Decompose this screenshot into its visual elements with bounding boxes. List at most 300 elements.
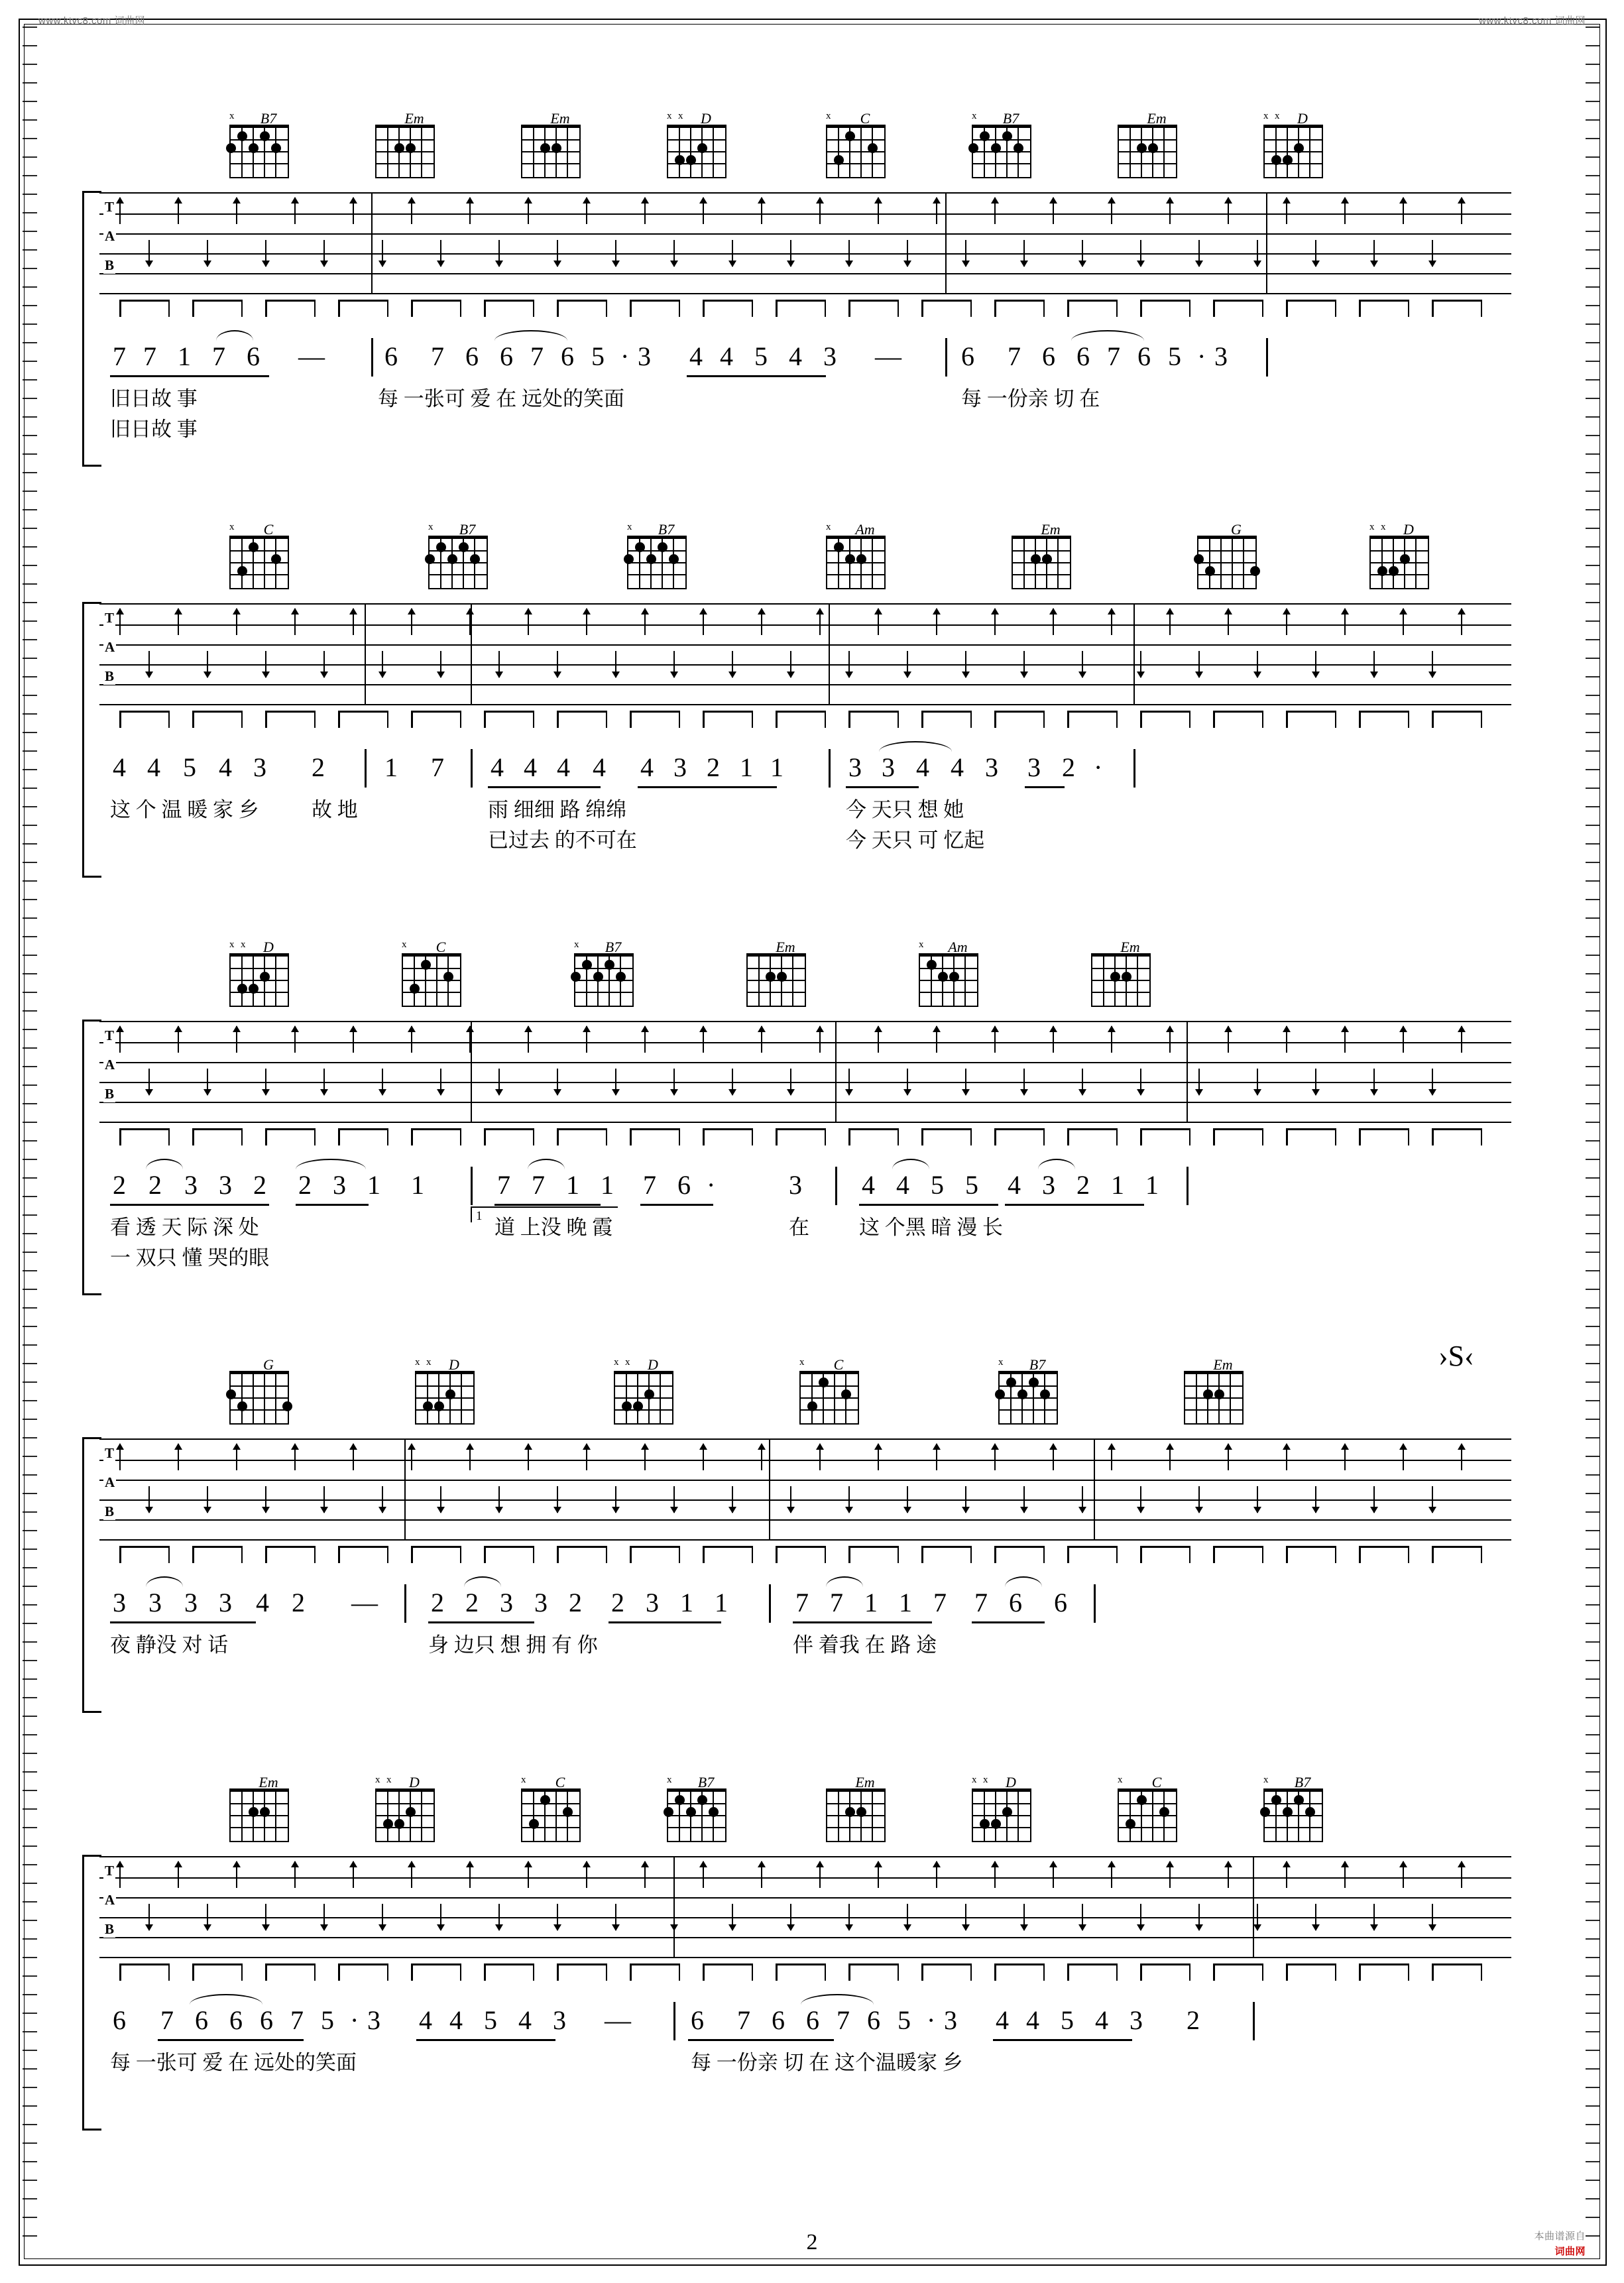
chord-diagram bbox=[1107, 110, 1185, 178]
note-number: 6 bbox=[1076, 341, 1090, 371]
note-number: 1 bbox=[864, 1588, 878, 1617]
note-number: 7 bbox=[290, 2005, 304, 2035]
numbered-notation-row bbox=[99, 341, 1511, 382]
chord-string-markers: x bbox=[574, 939, 579, 950]
chord-name: Em bbox=[1213, 1356, 1233, 1373]
chord-diagram bbox=[391, 939, 469, 1007]
volta-bracket: 1 bbox=[471, 1206, 618, 1222]
chord-name: Em bbox=[550, 110, 570, 127]
lyric-phrase: 看 透 天 际 深 处 bbox=[110, 1216, 259, 1239]
chord-name: D bbox=[1006, 1774, 1016, 1790]
chord-string-markers: x bbox=[919, 939, 924, 950]
note-number: · bbox=[707, 1170, 716, 1200]
chord-string-markers: x bbox=[521, 1775, 526, 1785]
numbered-notation-row bbox=[99, 752, 1511, 793]
lyrics-line-secondary bbox=[99, 823, 1511, 854]
chord-fretboard bbox=[799, 1371, 859, 1425]
note-number: — bbox=[351, 1588, 378, 1617]
note-number: 6 bbox=[1054, 1588, 1067, 1617]
tab-letter-t: T bbox=[105, 199, 115, 215]
chord-name: C bbox=[860, 110, 870, 127]
chord-diagram bbox=[510, 110, 589, 178]
note-number: 2 bbox=[611, 1588, 624, 1617]
note-number: 2 bbox=[1187, 2005, 1200, 2035]
note-number: 3 bbox=[985, 752, 998, 782]
system-bracket bbox=[82, 191, 101, 467]
chord-name: Em bbox=[1120, 939, 1140, 955]
chord-name: B7 bbox=[658, 521, 675, 538]
note-number: 2 bbox=[298, 1170, 312, 1200]
watermark-line1: 本曲谱源自 bbox=[1534, 2231, 1586, 2242]
note-number: 4 bbox=[557, 752, 570, 782]
chord-diagram bbox=[961, 110, 1039, 178]
chord-string-markers: x bbox=[799, 1357, 805, 1368]
note-number: 5 bbox=[1061, 2005, 1074, 2035]
note-number: 3 bbox=[184, 1170, 198, 1200]
note-number: 5 bbox=[898, 2005, 911, 2035]
chord-fretboard bbox=[1184, 1371, 1244, 1425]
chord-name: B7 bbox=[1294, 1774, 1311, 1790]
chord-name: C bbox=[263, 521, 274, 538]
note-number: 6 bbox=[561, 341, 574, 371]
chord-fretboard bbox=[1118, 125, 1177, 178]
chord-string-markers: x bbox=[1118, 1775, 1123, 1785]
chord-diagram bbox=[219, 521, 297, 589]
music-system bbox=[99, 521, 1511, 854]
segno-sign: ›S‹ bbox=[1438, 1340, 1474, 1372]
chord-name: Em bbox=[855, 1774, 875, 1790]
chord-fretboard bbox=[229, 953, 289, 1007]
note-number: 3 bbox=[673, 752, 687, 782]
note-number: · bbox=[927, 2005, 936, 2035]
tab-letter-b: B bbox=[105, 1503, 115, 1519]
chord-diagram-row bbox=[99, 1774, 1511, 1856]
lyric-phrase: 每 一份亲 切 在 bbox=[961, 387, 1100, 410]
chord-name: G bbox=[263, 1356, 274, 1373]
note-number: 2 bbox=[1076, 1170, 1090, 1200]
chord-diagram bbox=[656, 110, 734, 178]
chord-diagram bbox=[219, 110, 297, 178]
note-number: 7 bbox=[837, 2005, 850, 2035]
lyrics-line-secondary bbox=[99, 412, 1511, 443]
chord-name: C bbox=[435, 939, 446, 955]
chord-string-markers: x x bbox=[667, 111, 683, 121]
chord-diagram bbox=[1001, 521, 1079, 589]
note-number: 7 bbox=[532, 1170, 545, 1200]
chord-name: B7 bbox=[260, 110, 277, 127]
chord-fretboard bbox=[1369, 536, 1429, 589]
note-number: 3 bbox=[1130, 2005, 1143, 2035]
note-number: 5 bbox=[183, 752, 196, 782]
strum-rhythm bbox=[99, 705, 1511, 736]
chord-fretboard bbox=[402, 953, 461, 1007]
chord-string-markers: x x bbox=[972, 1775, 988, 1785]
note-number: 6 bbox=[867, 2005, 880, 2035]
note-number: 1 bbox=[1111, 1170, 1124, 1200]
chord-name: Am bbox=[948, 939, 968, 955]
numbered-notation-row bbox=[99, 1587, 1511, 1628]
note-number: 3 bbox=[1042, 1170, 1055, 1200]
note-number: 7 bbox=[431, 341, 444, 371]
note-number: — bbox=[875, 341, 901, 371]
note-number: 6 bbox=[195, 2005, 208, 2035]
note-number: 7 bbox=[530, 341, 544, 371]
note-number: 4 bbox=[419, 2005, 432, 2035]
lyric-phrase-alt: 今 天只 可 忆起 bbox=[846, 829, 985, 852]
chord-fretboard bbox=[627, 536, 687, 589]
system-bracket bbox=[82, 1437, 101, 1713]
chord-name: B7 bbox=[459, 521, 476, 538]
chord-fretboard bbox=[746, 953, 806, 1007]
chord-fretboard bbox=[521, 1788, 581, 1842]
lyric-phrase: 伴 着我 在 路 途 bbox=[793, 1633, 937, 1657]
chord-fretboard bbox=[1263, 1788, 1323, 1842]
chord-fretboard bbox=[1118, 1788, 1177, 1842]
note-number: 4 bbox=[916, 752, 929, 782]
chord-diagram bbox=[1187, 521, 1265, 589]
note-number: 7 bbox=[497, 1170, 510, 1200]
tab-staff bbox=[99, 192, 1511, 294]
chord-diagram bbox=[961, 1774, 1039, 1842]
chord-diagram bbox=[365, 1774, 443, 1842]
note-number: 4 bbox=[491, 752, 504, 782]
note-number: 4 bbox=[449, 2005, 463, 2035]
chord-diagram bbox=[219, 939, 297, 1007]
chord-name: G bbox=[1231, 521, 1242, 538]
note-number: 5 bbox=[931, 1170, 944, 1200]
note-number: — bbox=[298, 341, 325, 371]
note-number: 4 bbox=[113, 752, 126, 782]
watermark-top-right: www.ktvc8.com 词曲网 bbox=[1478, 15, 1586, 27]
note-number: 3 bbox=[500, 1588, 513, 1617]
chord-string-markers: x bbox=[998, 1357, 1004, 1368]
note-number: 1 bbox=[566, 1170, 579, 1200]
chord-string-markers: x bbox=[667, 1775, 672, 1785]
system-bracket bbox=[82, 602, 101, 878]
chord-diagram bbox=[908, 939, 986, 1007]
chord-string-markers: x bbox=[826, 111, 831, 121]
chord-fretboard bbox=[826, 1788, 886, 1842]
strum-rhythm bbox=[99, 1958, 1511, 1989]
chord-fretboard bbox=[1012, 536, 1071, 589]
note-number: 3 bbox=[148, 1588, 162, 1617]
chord-fretboard bbox=[1263, 125, 1323, 178]
chord-fretboard bbox=[998, 1371, 1058, 1425]
note-number: 7 bbox=[1107, 341, 1120, 371]
note-number: 1 bbox=[770, 752, 783, 782]
note-number: 6 bbox=[229, 2005, 243, 2035]
note-number: 2 bbox=[113, 1170, 126, 1200]
note-number: 4 bbox=[640, 752, 654, 782]
lyrics-line-primary bbox=[99, 793, 1511, 823]
note-number: 2 bbox=[292, 1588, 305, 1617]
note-number: 4 bbox=[256, 1588, 269, 1617]
note-number: · bbox=[1094, 752, 1103, 782]
chord-string-markers: x x bbox=[1263, 111, 1280, 121]
tab-letter-a: A bbox=[105, 1474, 115, 1490]
chord-diagram bbox=[815, 110, 894, 178]
chord-diagram bbox=[1173, 1356, 1251, 1425]
chord-diagram bbox=[603, 1356, 681, 1425]
chord-string-markers: x x bbox=[375, 1775, 392, 1785]
lyric-phrase: 每 一张可 爱 在 远处的笑面 bbox=[110, 2051, 357, 2074]
lyric-phrase: 雨 细细 路 绵绵 bbox=[488, 798, 627, 821]
note-number: 4 bbox=[996, 2005, 1009, 2035]
note-number: 3 bbox=[219, 1170, 232, 1200]
note-number: · bbox=[1197, 341, 1206, 371]
note-number: 7 bbox=[113, 341, 126, 371]
lyrics-line-secondary bbox=[99, 1241, 1511, 1271]
note-number: 6 bbox=[384, 341, 398, 371]
chord-string-markers: x x bbox=[614, 1357, 630, 1368]
chord-diagram bbox=[789, 1356, 867, 1425]
chord-diagram bbox=[988, 1356, 1066, 1425]
chord-diagram bbox=[404, 1356, 483, 1425]
chord-fretboard bbox=[375, 125, 435, 178]
note-number: 3 bbox=[789, 1170, 802, 1200]
chord-name: B7 bbox=[1002, 110, 1019, 127]
chord-string-markers: x bbox=[428, 522, 434, 532]
note-number: 3 bbox=[823, 341, 837, 371]
note-number: 5 bbox=[1168, 341, 1181, 371]
note-number: 3 bbox=[1214, 341, 1228, 371]
note-number: 3 bbox=[553, 2005, 566, 2035]
chord-string-markers: x bbox=[229, 111, 235, 121]
note-number: 6 bbox=[1042, 341, 1055, 371]
chord-fretboard bbox=[1091, 953, 1151, 1007]
chord-fretboard bbox=[229, 1788, 289, 1842]
tab-letter-t: T bbox=[105, 1445, 115, 1461]
note-number: 7 bbox=[933, 1588, 947, 1617]
system-bracket bbox=[82, 1020, 101, 1295]
chord-fretboard bbox=[614, 1371, 673, 1425]
chord-name: D bbox=[263, 939, 274, 955]
note-number: 7 bbox=[431, 752, 444, 782]
note-number: 1 bbox=[178, 341, 191, 371]
note-number: 7 bbox=[795, 1588, 809, 1617]
chord-name: Am bbox=[855, 521, 875, 538]
music-system bbox=[99, 110, 1511, 443]
chord-name: C bbox=[833, 1356, 844, 1373]
tab-staff bbox=[99, 603, 1511, 705]
note-number: 2 bbox=[148, 1170, 162, 1200]
chord-string-markers bbox=[229, 1775, 286, 1787]
note-number: 1 bbox=[601, 1170, 614, 1200]
chord-diagram bbox=[1107, 1774, 1185, 1842]
chord-string-markers: x x bbox=[229, 939, 246, 950]
lyric-phrase-alt: 一 双只 懂 哭的眼 bbox=[110, 1246, 270, 1269]
tab-letter-a: A bbox=[105, 639, 115, 655]
note-number: 2 bbox=[431, 1588, 444, 1617]
chord-name: C bbox=[1151, 1774, 1162, 1790]
page-number: 2 bbox=[806, 2230, 818, 2254]
note-number: 7 bbox=[974, 1588, 988, 1617]
note-number: 5 bbox=[591, 341, 605, 371]
chord-fretboard bbox=[919, 953, 978, 1007]
chord-string-markers bbox=[1091, 940, 1148, 952]
chord-fretboard bbox=[229, 1371, 289, 1425]
note-number: 3 bbox=[184, 1588, 198, 1617]
music-system bbox=[99, 1774, 1511, 2107]
note-number: 7 bbox=[160, 2005, 174, 2035]
note-number: 1 bbox=[715, 1588, 728, 1617]
chord-diagram bbox=[510, 1774, 589, 1842]
chord-fretboard bbox=[667, 1788, 726, 1842]
chord-name: B7 bbox=[1029, 1356, 1046, 1373]
chord-diagram bbox=[815, 1774, 894, 1842]
note-number: 6 bbox=[772, 2005, 785, 2035]
decorative-tick-strip-right bbox=[1586, 27, 1600, 2254]
chord-fretboard bbox=[521, 125, 581, 178]
lyric-phrase: 旧日故 事 bbox=[110, 387, 198, 410]
chord-diagram-row bbox=[99, 110, 1511, 192]
note-number: 4 bbox=[951, 752, 964, 782]
chord-name: Em bbox=[776, 939, 795, 955]
note-number: 7 bbox=[1008, 341, 1021, 371]
tab-letter-t: T bbox=[105, 1863, 115, 1879]
chord-name: C bbox=[555, 1774, 565, 1790]
chord-string-markers bbox=[229, 1358, 286, 1370]
note-number: · bbox=[620, 341, 630, 371]
chord-fretboard bbox=[229, 536, 289, 589]
chord-fretboard bbox=[667, 125, 726, 178]
tab-letter-a: A bbox=[105, 1057, 115, 1073]
note-number: 3 bbox=[638, 341, 651, 371]
chord-diagram bbox=[219, 1774, 297, 1842]
note-number: 4 bbox=[524, 752, 537, 782]
chord-string-markers bbox=[521, 111, 578, 123]
lyrics-line-secondary bbox=[99, 2076, 1511, 2107]
strum-rhythm bbox=[99, 1123, 1511, 1153]
note-number: 2 bbox=[707, 752, 720, 782]
note-number: 6 bbox=[247, 341, 260, 371]
chord-string-markers bbox=[375, 111, 432, 123]
lyrics-line-secondary bbox=[99, 1659, 1511, 1689]
chord-string-markers: x x bbox=[1369, 522, 1386, 532]
chord-fretboard bbox=[826, 125, 886, 178]
numbered-notation-row bbox=[99, 2005, 1511, 2046]
note-number: 3 bbox=[253, 752, 266, 782]
lyric-phrase: 道 上没 晚 霞 bbox=[494, 1216, 613, 1239]
chord-string-markers bbox=[826, 1775, 883, 1787]
note-number: 4 bbox=[593, 752, 606, 782]
chord-diagram bbox=[418, 521, 496, 589]
chord-diagram bbox=[815, 521, 894, 589]
note-number: 6 bbox=[806, 2005, 819, 2035]
note-number: 4 bbox=[689, 341, 703, 371]
note-number: 6 bbox=[500, 341, 513, 371]
chord-fretboard bbox=[1197, 536, 1257, 589]
note-number: 5 bbox=[321, 2005, 334, 2035]
note-number: 4 bbox=[1026, 2005, 1039, 2035]
chord-diagram bbox=[1359, 521, 1437, 589]
tab-staff bbox=[99, 1856, 1511, 1958]
chord-fretboard bbox=[375, 1788, 435, 1842]
chord-string-markers: x bbox=[402, 939, 407, 950]
chord-name: D bbox=[1297, 110, 1308, 127]
chord-fretboard bbox=[428, 536, 488, 589]
lyrics-line-primary bbox=[99, 1628, 1511, 1659]
chord-fretboard bbox=[229, 125, 289, 178]
chord-name: Em bbox=[1041, 521, 1061, 538]
lyric-phrase-alt: 已过去 的不可在 bbox=[488, 829, 637, 852]
note-number: — bbox=[605, 2005, 631, 2035]
tab-letter-t: T bbox=[105, 1027, 115, 1043]
chord-diagram-row bbox=[99, 1340, 1511, 1438]
note-number: 5 bbox=[484, 2005, 497, 2035]
chord-name: B7 bbox=[697, 1774, 715, 1790]
note-number: 7 bbox=[737, 2005, 750, 2035]
watermark-line2: 词曲网 bbox=[1554, 2245, 1586, 2257]
chord-name: D bbox=[449, 1356, 459, 1373]
note-number: 4 bbox=[720, 341, 733, 371]
lyric-phrase: 这 个黑 暗 漫 长 bbox=[859, 1216, 1003, 1239]
note-number: 1 bbox=[680, 1588, 693, 1617]
note-number: 7 bbox=[643, 1170, 656, 1200]
decorative-tick-strip-left bbox=[23, 27, 37, 2254]
note-number: 7 bbox=[212, 341, 225, 371]
note-number: 3 bbox=[534, 1588, 548, 1617]
chord-name: Em bbox=[259, 1774, 278, 1790]
tab-letter-t: T bbox=[105, 610, 115, 626]
note-number: 6 bbox=[260, 2005, 273, 2035]
chord-name: Em bbox=[404, 110, 424, 127]
tab-letter-b: B bbox=[105, 1086, 115, 1102]
note-number: 4 bbox=[1095, 2005, 1108, 2035]
lyric-phrase: 身 边只 想 拥 有 你 bbox=[428, 1633, 598, 1657]
note-number: 3 bbox=[646, 1588, 659, 1617]
lyrics-line-primary bbox=[99, 382, 1511, 412]
chord-fretboard bbox=[415, 1371, 475, 1425]
chord-string-markers bbox=[746, 940, 803, 952]
chord-string-markers: x bbox=[972, 111, 977, 121]
note-number: 1 bbox=[899, 1588, 912, 1617]
lyric-phrase: 每 一份亲 切 在 这个温暖家 乡 bbox=[691, 2051, 963, 2074]
chord-diagram bbox=[1253, 110, 1331, 178]
note-number: 2 bbox=[312, 752, 325, 782]
note-number: 6 bbox=[1009, 1588, 1022, 1617]
chord-string-markers bbox=[1184, 1358, 1241, 1370]
chord-name: D bbox=[648, 1356, 658, 1373]
chord-name: B7 bbox=[605, 939, 622, 955]
note-number: 1 bbox=[384, 752, 398, 782]
note-number: 4 bbox=[862, 1170, 875, 1200]
note-number: 3 bbox=[333, 1170, 346, 1200]
note-number: 2 bbox=[253, 1170, 266, 1200]
note-number: 6 bbox=[113, 2005, 126, 2035]
note-number: 1 bbox=[740, 752, 753, 782]
note-number: 3 bbox=[882, 752, 895, 782]
lyric-phrase: 这 个 温 暖 家 乡 bbox=[110, 798, 259, 821]
chord-string-markers bbox=[1118, 111, 1175, 123]
chord-fretboard bbox=[826, 536, 886, 589]
chord-diagram bbox=[616, 521, 695, 589]
chord-name: D bbox=[1403, 521, 1414, 538]
note-number: 5 bbox=[965, 1170, 978, 1200]
chord-string-markers: x x bbox=[415, 1357, 432, 1368]
lyric-phrase: 故 地 bbox=[312, 798, 358, 821]
strum-rhythm bbox=[99, 294, 1511, 325]
chord-fretboard bbox=[972, 1788, 1031, 1842]
music-system bbox=[99, 1340, 1511, 1689]
chord-string-markers: x bbox=[1263, 1775, 1269, 1785]
music-system bbox=[99, 941, 1511, 1271]
chord-diagram bbox=[365, 110, 443, 178]
chord-name: Em bbox=[1147, 110, 1167, 127]
note-number: 3 bbox=[944, 2005, 957, 2035]
note-number: 6 bbox=[961, 341, 974, 371]
note-number: 1 bbox=[1145, 1170, 1159, 1200]
